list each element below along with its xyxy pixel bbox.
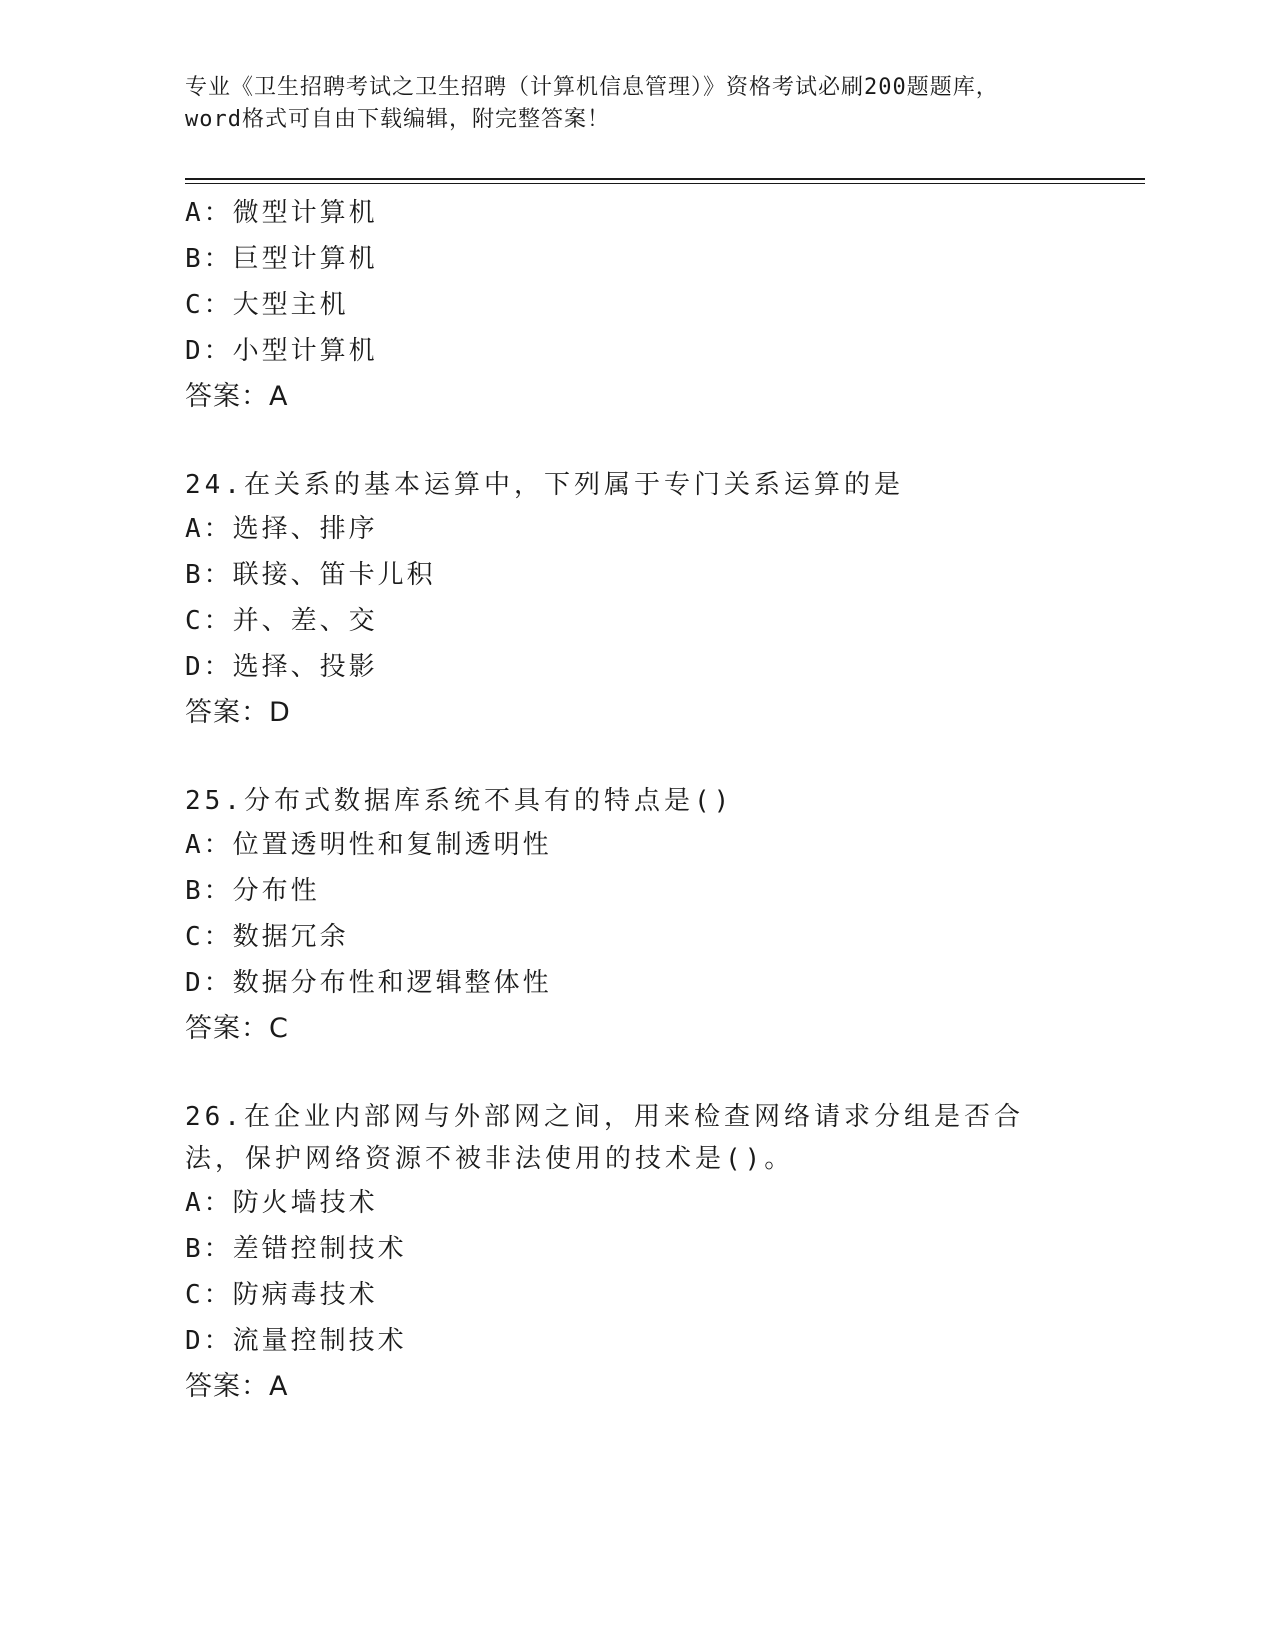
option-d: D：选择、投影 bbox=[185, 652, 378, 682]
block-spacer bbox=[185, 736, 1105, 780]
header-title-line-2: word格式可自由下载编辑，附完整答案！ bbox=[185, 107, 610, 132]
option-b: B：巨型计算机 bbox=[185, 244, 378, 274]
question-text: 24.在关系的基本运算中，下列属于专门关系运算的是 bbox=[185, 470, 904, 500]
option-b: B：联接、笛卡儿积 bbox=[185, 560, 436, 590]
option-d: D：数据分布性和逻辑整体性 bbox=[185, 968, 552, 998]
option-b: B：分布性 bbox=[185, 876, 320, 906]
option-a: A：微型计算机 bbox=[185, 198, 378, 228]
option-d: D：流量控制技术 bbox=[185, 1326, 407, 1356]
option-c: C：大型主机 bbox=[185, 290, 349, 320]
option-c: C：防病毒技术 bbox=[185, 1280, 378, 1310]
header-divider-thin bbox=[185, 183, 1145, 184]
document-header bbox=[185, 72, 1085, 136]
option-b: B：差错控制技术 bbox=[185, 1234, 407, 1264]
header-divider-thick bbox=[185, 178, 1145, 180]
answer-line: 答案：D bbox=[185, 697, 291, 728]
option-a: A：选择、排序 bbox=[185, 514, 378, 544]
header-title-line-1: 专业《卫生招聘考试之卫生招聘（计算机信息管理）》资格考试必刷200题题库， bbox=[185, 75, 999, 100]
option-a: A：防火墙技术 bbox=[185, 1188, 378, 1218]
option-c: C：并、差、交 bbox=[185, 606, 378, 636]
question-block bbox=[185, 1096, 1105, 1410]
option-c: C：数据冗余 bbox=[185, 922, 349, 952]
question-text: 25.分布式数据库系统不具有的特点是() bbox=[185, 786, 734, 816]
question-list bbox=[185, 190, 1105, 1410]
option-a: A：位置透明性和复制透明性 bbox=[185, 830, 552, 860]
option-d: D：小型计算机 bbox=[185, 336, 378, 366]
answer-line: 答案：A bbox=[185, 1371, 289, 1402]
question-block bbox=[185, 780, 1105, 1052]
question-block bbox=[185, 190, 1105, 420]
question-text: 26.在企业内部网与外部网之间，用来检查网络请求分组是否合法，保护网络资源不被非法使用的技术是()。 bbox=[185, 1102, 1024, 1174]
question-block bbox=[185, 464, 1105, 736]
answer-line: 答案：A bbox=[185, 381, 289, 412]
block-spacer bbox=[185, 1052, 1105, 1096]
answer-line: 答案：C bbox=[185, 1013, 289, 1044]
block-spacer bbox=[185, 420, 1105, 464]
